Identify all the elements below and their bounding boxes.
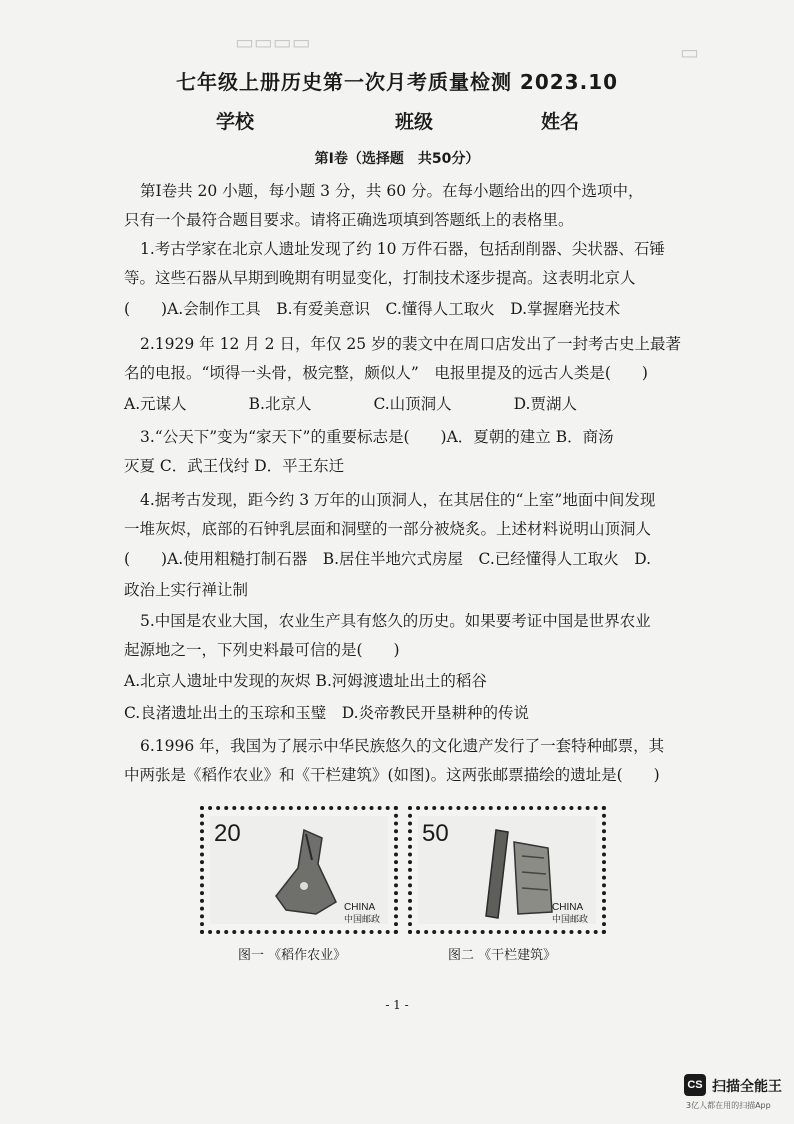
question-5-option: C.良渚遗址出土的玉琮和玉璧 D.炎帝教民开垦耕种的传说 (124, 704, 530, 722)
question-1-line: 1.考古学家在北京人遗址发现了约 10 万件石器，包括刮削器、尖状器、石锤 (140, 240, 665, 258)
stamp-country: CHINA (344, 902, 376, 913)
question-5-line: 起源地之一，下列史料最可信的是( ) (124, 641, 400, 659)
figure-1-caption: 图一 《稻作农业》 (238, 948, 347, 963)
scanner-tagline: 3亿人都在用的扫描App (686, 1101, 771, 1110)
scanner-name: 扫描全能王 (712, 1079, 782, 1095)
school-label: 学校 (216, 111, 255, 133)
name-label: 姓名 (541, 111, 580, 133)
page-number: - 1 - (385, 998, 409, 1012)
question-2-line: 名的电报。“顷得一头骨，极完整，颇似人” 电报里提及的远古人类是( ) (124, 364, 648, 382)
instruction-line: 只有一个最符合题目要求。请将正确选项填到答题纸上的表格里。 (124, 211, 574, 229)
question-4-options: ( )A.使用粗糙打制石器 B.居住半地穴式房屋 C.已经懂得人工取火 D. (124, 550, 652, 568)
question-3-line: 3.“公天下”变为“家天下”的重要标志是( )A．夏朝的建立 B．商汤 (140, 428, 614, 446)
bleed-through-mark: ▭ (680, 40, 699, 64)
question-3-line: 灭夏 C．武王伐纣 D．平王东迁 (124, 457, 345, 475)
instruction-line: 第Ⅰ卷共 20 小题，每小题 3 分，共 60 分。在每小题给出的四个选项中， (140, 182, 644, 200)
stamp-stilt-building (408, 806, 606, 934)
stamp-denomination: 50 (422, 820, 449, 847)
question-4-line: 一堆灰烬，底部的石钟乳层面和洞壁的一部分被烧炙。上述材料说明山顶洞人 (124, 520, 652, 538)
stamp-country: CHINA (552, 902, 584, 913)
class-label: 班级 (395, 111, 434, 133)
stamp-denomination: 20 (214, 820, 241, 847)
question-6-line: 6.1996 年，我国为了展示中华民族悠久的文化遗产发行了一套特种邮票，其 (140, 737, 665, 755)
question-4-line: 政治上实行禅让制 (124, 581, 249, 599)
question-4-line: 4.据考古发现，距今约 3 万年的山顶洞人，在其居住的“上室”地面中间发现 (140, 491, 656, 509)
stamp-post: 中国邮政 (344, 915, 381, 925)
stamp-rice-farming (200, 806, 398, 934)
question-1-options: ( )A.会制作工具 B.有爱美意识 C.懂得人工取火 D.掌握磨光技术 (124, 300, 621, 318)
question-2-line: 2.1929 年 12 月 2 日，年仅 25 岁的裴文中在周口店发出了一封考古史上最著 (140, 335, 682, 353)
bleed-through-mark: ▭▭▭▭ (235, 30, 311, 54)
stamp-post: 中国邮政 (552, 915, 589, 925)
question-5-line: 5.中国是农业大国，农业生产具有悠久的历史。如果要考证中国是世界农业 (140, 612, 651, 630)
figure-2-caption: 图二 《干栏建筑》 (448, 948, 557, 963)
camscanner-logo-icon: CS (684, 1074, 706, 1096)
question-2-options: A.元谋人 B.北京人 C.山顶洞人 D.贾湖人 (124, 395, 577, 413)
question-1-line: 等。这些石器从早期到晚期有明显变化，打制技术逐步提高。这表明北京人 (124, 269, 636, 287)
question-6-line: 中两张是《稻作农业》和《干栏建筑》(如图)。这两张邮票描绘的遗址是( ) (124, 766, 660, 784)
page-title: 七年级上册历史第一次月考质量检测 2023.10 (175, 70, 619, 94)
question-5-option: A.北京人遗址中发现的灰烬 B.河姆渡遗址出土的稻谷 (124, 672, 487, 690)
section-heading: 第Ⅰ卷（选择题 共50分） (314, 151, 480, 167)
bone-spade-icon (264, 824, 344, 924)
